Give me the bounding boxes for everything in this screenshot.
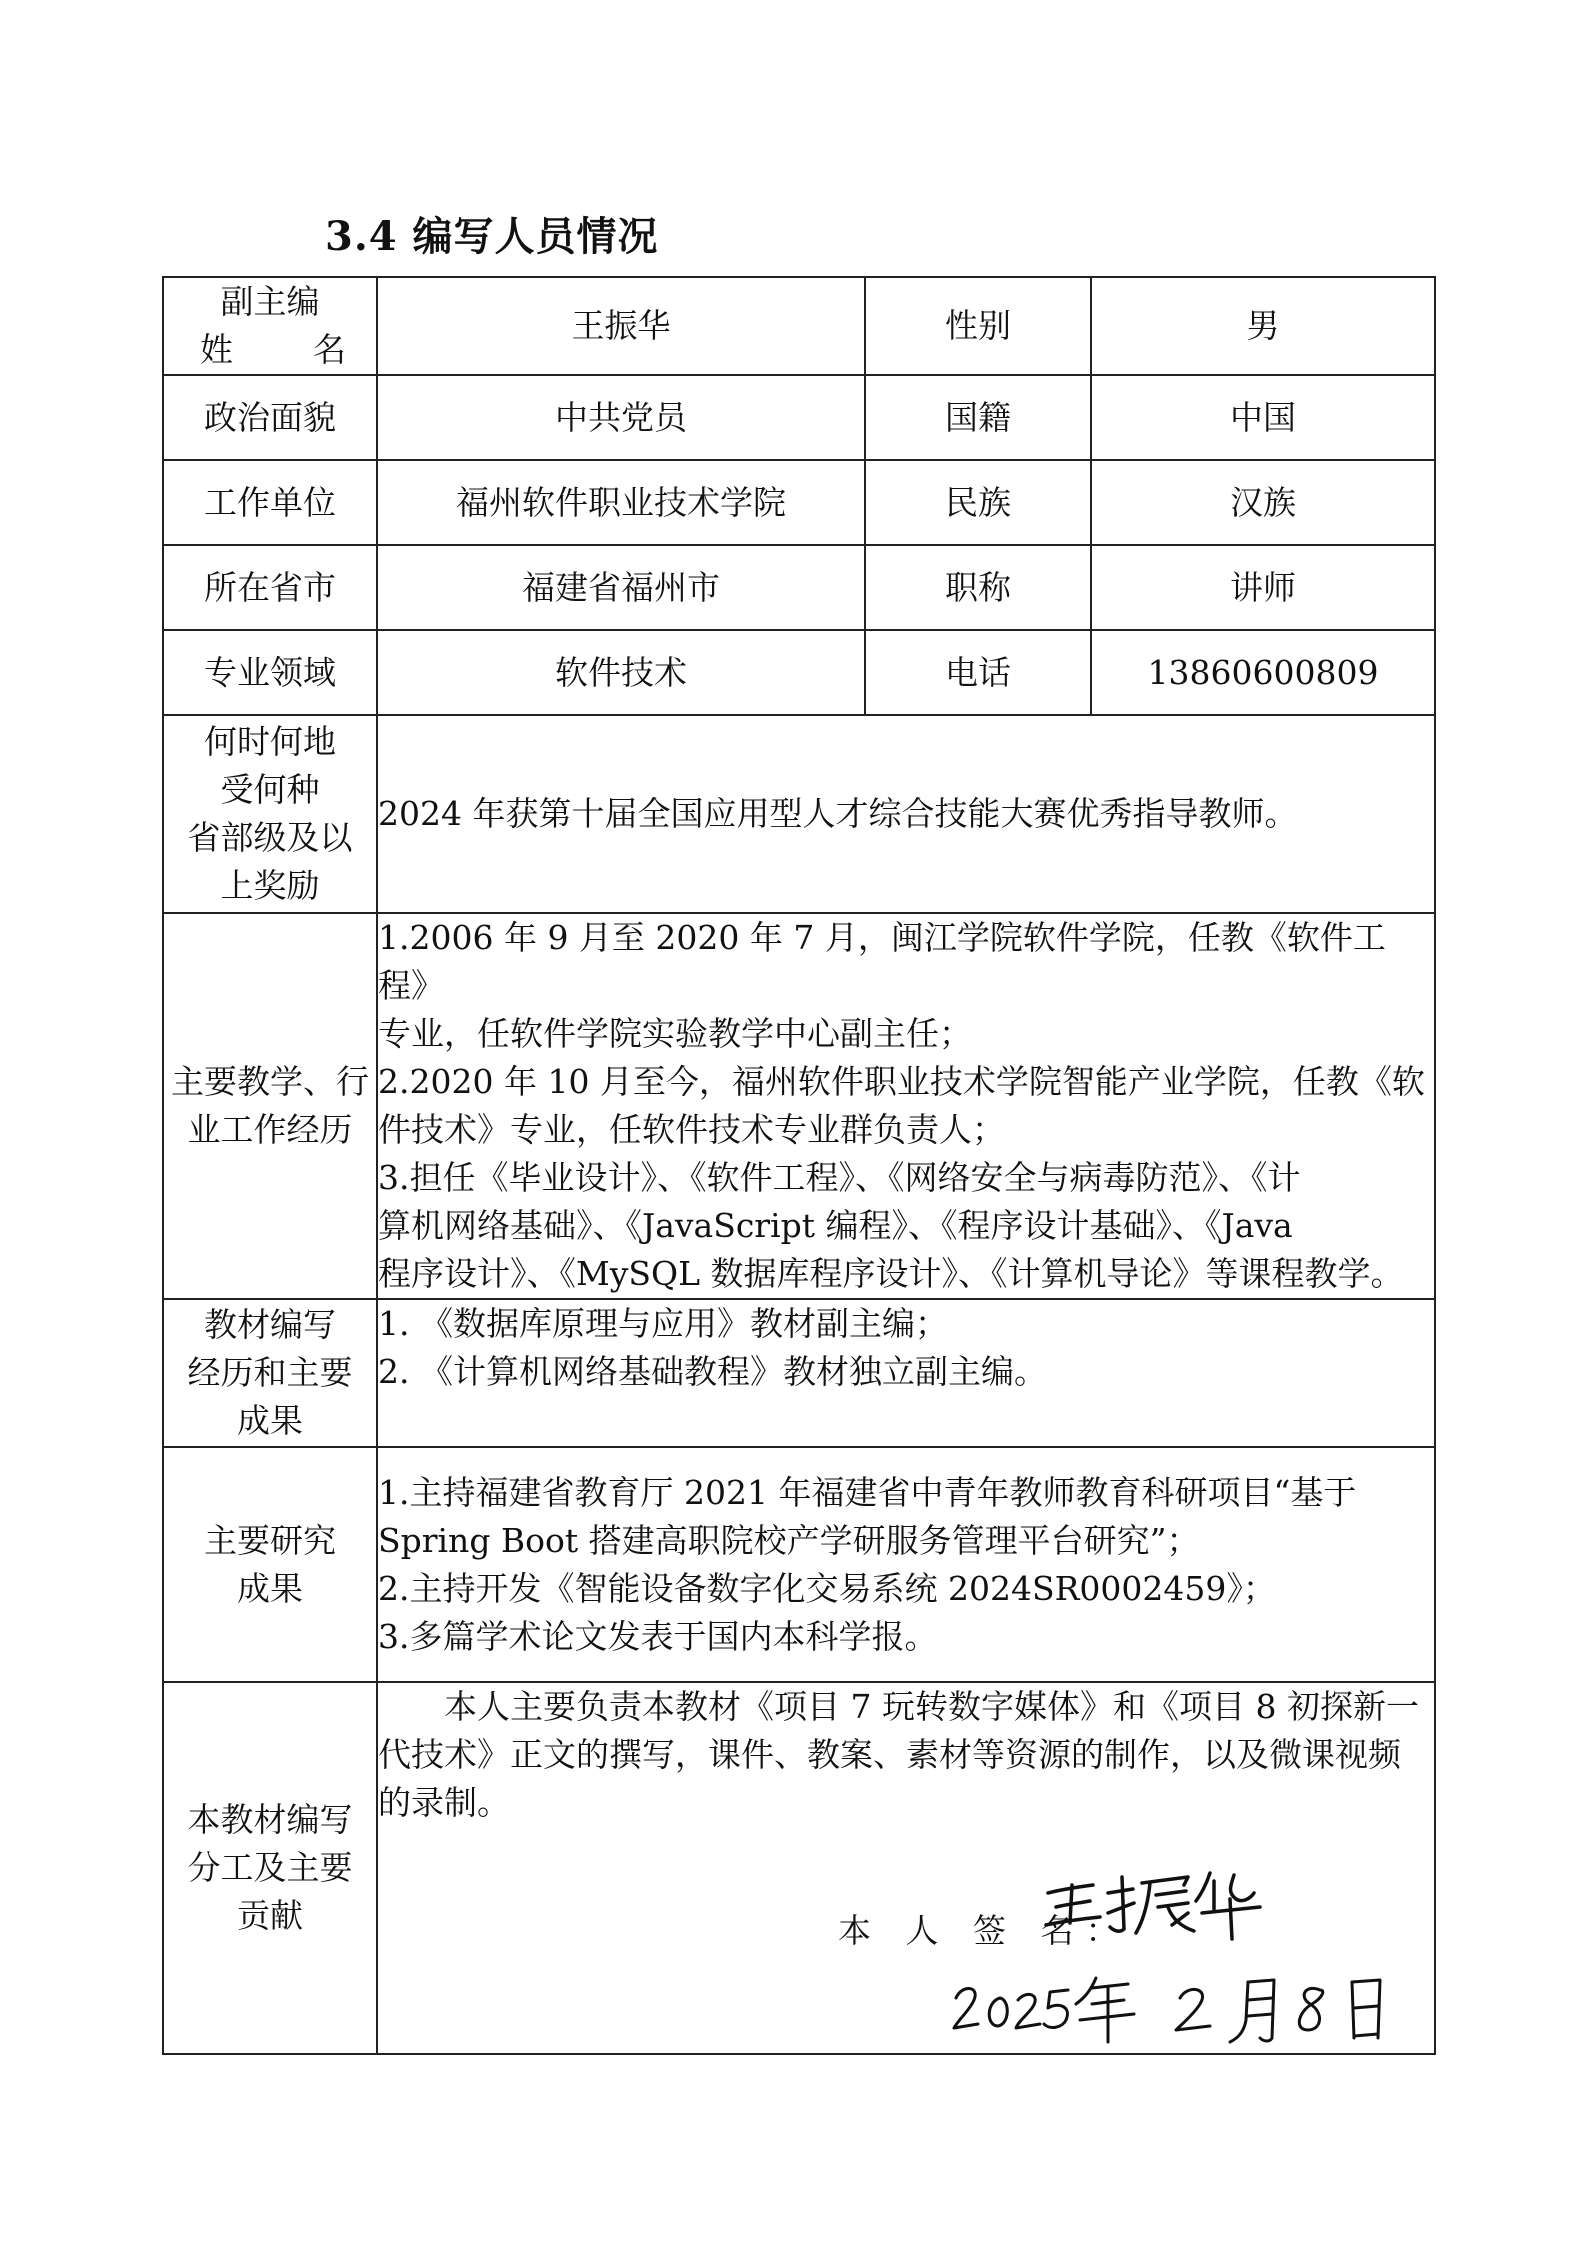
contribution-line: 本人主要负责本教材《项目 7 玩转数字媒体》和《项目 8 初探新一 [444,1687,1419,1726]
textbooks-label-cell [163,1299,377,1447]
row-research [163,1447,1435,1682]
research-line: 1.主持福建省教育厅 2021 年福建省中青年教师教育科研项目“基于 [378,1472,1357,1512]
experience-content [377,913,1435,1299]
research-label-line: 主要研究 [204,1520,336,1560]
contribution-label-line: 贡献 [237,1896,303,1935]
handwritten-signature [1038,1863,1278,1943]
experience-line: 3.担任《毕业设计》、《软件工程》、《网络安全与病毒防范》、《计 [378,1158,1301,1197]
politics-label: 政治面貌 [163,375,377,460]
row-employer [163,460,1435,545]
location-value: 福建省福州市 [377,545,865,630]
experience-line: 2.2020 年 10 月至今，福州软件职业技术学院智能产业学院，任教《软 [378,1062,1425,1101]
signature-label: 本 人 签 名： [838,1911,1131,1950]
experience-line: 算机网络基础》、《JavaScript 编程》、《程序设计基础》、《Java [378,1206,1293,1245]
contribution-label-cell [163,1682,377,2054]
research-line: Spring Boot 搭建高职院校产学研服务管理平台研究”； [378,1520,1200,1560]
employer-label: 工作单位 [163,460,377,545]
awards-label-line: 上奖励 [220,866,320,905]
research-content [377,1447,1435,1682]
awards-label-line: 省部级及以 [187,818,353,857]
experience-label-line: 业工作经历 [187,1110,353,1149]
row-awards [163,715,1435,913]
nationality-value: 中国 [1091,375,1435,460]
contribution-area [378,1683,1434,2051]
politics-value: 中共党员 [377,375,865,460]
name-value: 王振华 [377,277,865,375]
ethnicity-label: 民族 [865,460,1091,545]
textbooks-label-line: 经历和主要 [187,1353,353,1392]
awards-text: 2024 年获第十届全国应用型人才综合技能大赛优秀指导教师。 [377,715,1435,913]
awards-label-cell [163,715,377,913]
contribution-line: 的录制。 [378,1783,510,1822]
experience-line: 程序设计》、《MySQL 数据库程序设计》、《计算机导论》等课程教学。 [378,1254,1404,1293]
row-politics [163,375,1435,460]
name-label-char-a: 姓 [200,330,233,369]
row-experience [163,913,1435,1299]
nationality-label: 国籍 [865,375,1091,460]
field-label: 专业领域 [163,630,377,715]
name-label-line1: 副主编 [220,282,320,321]
experience-label-line: 主要教学、行 [171,1062,369,1101]
name-label-line2 [164,326,376,374]
research-line: 3.多篇学术论文发表于国内本科学报。 [378,1616,938,1656]
contribution-label-line: 本教材编写 [187,1800,353,1839]
employer-value: 福州软件职业技术学院 [377,460,865,545]
ethnicity-value: 汉族 [1091,460,1435,545]
row-name [163,277,1435,375]
textbooks-line: 1. 《数据库原理与应用》教材副主编； [378,1304,948,1343]
awards-label-line: 何时何地 [204,722,336,761]
row-textbooks [163,1299,1435,1447]
gender-label: 性别 [865,277,1091,375]
handwritten-date [948,1968,1428,2048]
contribution-line: 代技术》正文的撰写，课件、教案、素材等资源的制作，以及微课视频 [378,1735,1401,1774]
contribution-content [377,1682,1435,2054]
title-value: 讲师 [1091,545,1435,630]
gender-value: 男 [1091,277,1435,375]
row-location [163,545,1435,630]
location-label: 所在省市 [163,545,377,630]
row-contribution [163,1682,1435,2054]
contribution-label-line: 分工及主要 [187,1848,353,1887]
section-title: 3.4 编写人员情况 [325,213,659,260]
title-label: 职称 [865,545,1091,630]
phone-label: 电话 [865,630,1091,715]
awards-label-line: 受何种 [220,770,320,809]
research-label-cell [163,1447,377,1682]
field-value: 软件技术 [377,630,865,715]
phone-value: 13860600809 [1091,630,1435,715]
textbooks-line: 2. 《计算机网络基础教程》教材独立副主编。 [378,1352,1047,1391]
row-field [163,630,1435,715]
research-label-line: 成果 [237,1568,303,1608]
textbooks-content [377,1299,1435,1447]
experience-line: 专业，任软件学院实验教学中心副主任； [378,1014,972,1053]
research-line: 2.主持开发《智能设备数字化交易系统 2024SR0002459》； [378,1568,1276,1608]
experience-line: 件技术》专业，任软件技术专业群负责人； [378,1110,1005,1149]
experience-label-cell [163,913,377,1299]
author-info-table [162,276,1436,2055]
textbooks-label-line: 教材编写 [204,1305,336,1344]
name-label-char-b: 名 [313,330,346,369]
experience-line: 1.2006 年 9 月至 2020 年 7 月，闽江学院软件学院，任教《软件工程》 [378,918,1386,1005]
textbooks-label-line: 成果 [237,1401,303,1440]
name-label-cell [163,277,377,375]
